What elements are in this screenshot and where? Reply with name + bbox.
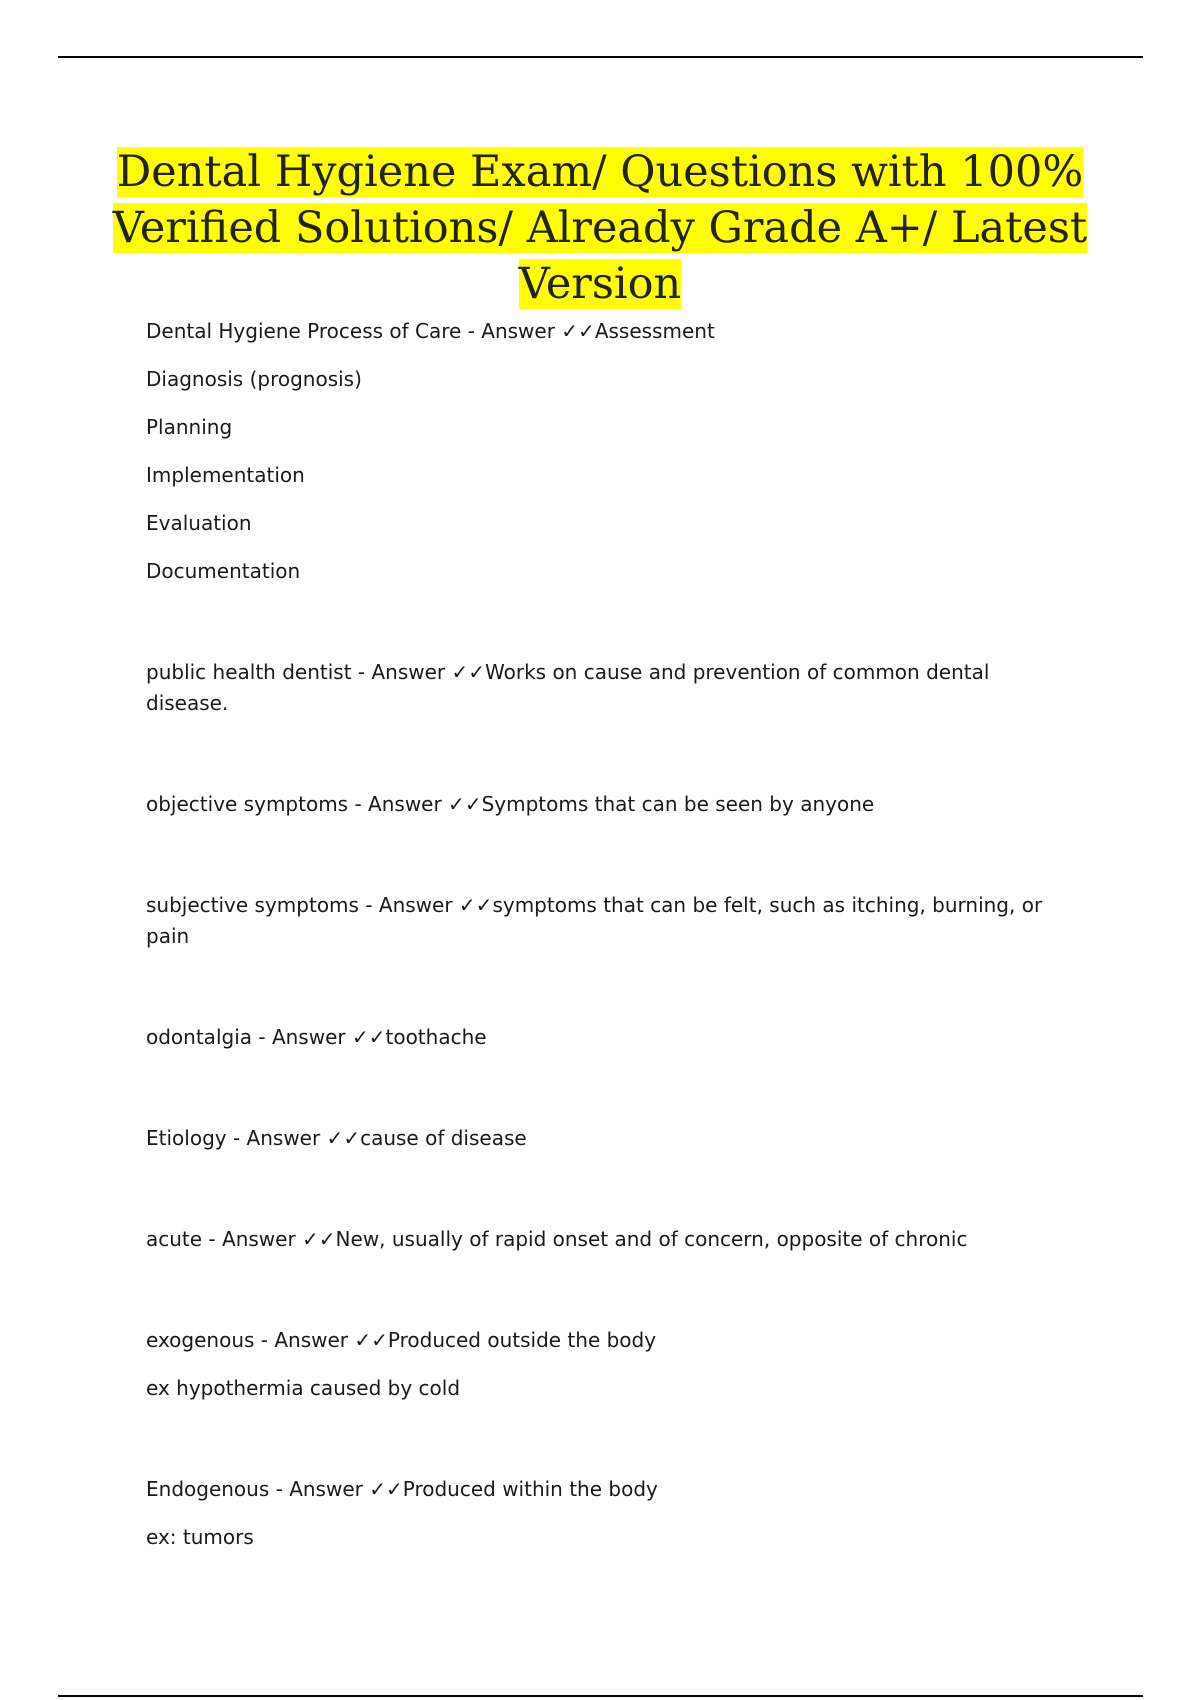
qa-line <box>146 1474 1046 1505</box>
qa-entry <box>146 789 1046 820</box>
qa-entry <box>146 1123 1046 1154</box>
term: objective symptoms <box>146 792 349 816</box>
qa-line <box>146 1123 1046 1154</box>
qa-line <box>146 789 1046 820</box>
document-title <box>100 144 1100 312</box>
qa-line <box>146 1022 1046 1053</box>
answer-continuation: Planning <box>146 415 233 439</box>
answer: Produced within the body <box>402 1477 658 1501</box>
answer: New, usually of rapid onset and of concern, opposite of chronic <box>335 1227 968 1251</box>
qa-line <box>146 657 1046 719</box>
term: acute <box>146 1227 203 1251</box>
answer-continuation: Implementation <box>146 463 305 487</box>
answer-continuation: ex: tumors <box>146 1525 254 1549</box>
qa-entry <box>146 1224 1046 1255</box>
qa-entry <box>146 657 1046 719</box>
term: exogenous <box>146 1328 255 1352</box>
answer-continuation: Evaluation <box>146 511 252 535</box>
answer: Works on cause and prevention of common dental disease. <box>146 660 990 715</box>
answer: cause of disease <box>360 1126 527 1150</box>
qa-entry <box>146 1474 1046 1553</box>
qa-line <box>146 1224 1046 1255</box>
answer-continuation: Diagnosis (prognosis) <box>146 367 362 391</box>
answer-continuation: ex hypothermia caused by cold <box>146 1376 461 1400</box>
answer: Assessment <box>594 319 715 343</box>
answer-continuation: Documentation <box>146 559 301 583</box>
qa-entry <box>146 1325 1046 1404</box>
term: Dental Hygiene Process of Care <box>146 319 462 343</box>
answer-marker: - Answer ✓✓ <box>358 893 493 917</box>
answer-marker: - Answer ✓✓ <box>202 1227 336 1251</box>
answer-marker: - Answer ✓✓ <box>461 319 595 343</box>
term: odontalgia <box>146 1025 253 1049</box>
qa-line <box>146 890 1046 952</box>
answer-marker: - Answer ✓✓ <box>226 1126 361 1150</box>
bottom-rule <box>58 1695 1143 1697</box>
qa-line <box>146 316 1046 347</box>
answer-marker: - Answer ✓✓ <box>254 1328 388 1352</box>
term: subjective symptoms <box>146 893 359 917</box>
qa-entry <box>146 1022 1046 1053</box>
qa-entry <box>146 890 1046 952</box>
answer: toothache <box>385 1025 487 1049</box>
title-highlight: Dental Hygiene Exam/ Questions with 100% Verified Solutions/ Already Grade A+/ Latest Version <box>112 147 1088 309</box>
top-rule <box>58 56 1143 58</box>
answer-marker: - Answer ✓✓ <box>351 660 486 684</box>
term: Endogenous <box>146 1477 270 1501</box>
term: public health dentist <box>146 660 352 684</box>
answer-marker: - Answer ✓✓ <box>269 1477 403 1501</box>
qa-entry <box>146 316 1046 587</box>
answer-marker: - Answer ✓✓ <box>252 1025 386 1049</box>
answer: Symptoms that can be seen by anyone <box>481 792 875 816</box>
answer-marker: - Answer ✓✓ <box>348 792 482 816</box>
qa-line <box>146 1325 1046 1356</box>
term: Etiology <box>146 1126 227 1150</box>
answer: symptoms that can be felt, such as itching, burning, or pain <box>146 893 1043 948</box>
document-body <box>146 316 1046 1570</box>
answer: Produced outside the body <box>387 1328 657 1352</box>
